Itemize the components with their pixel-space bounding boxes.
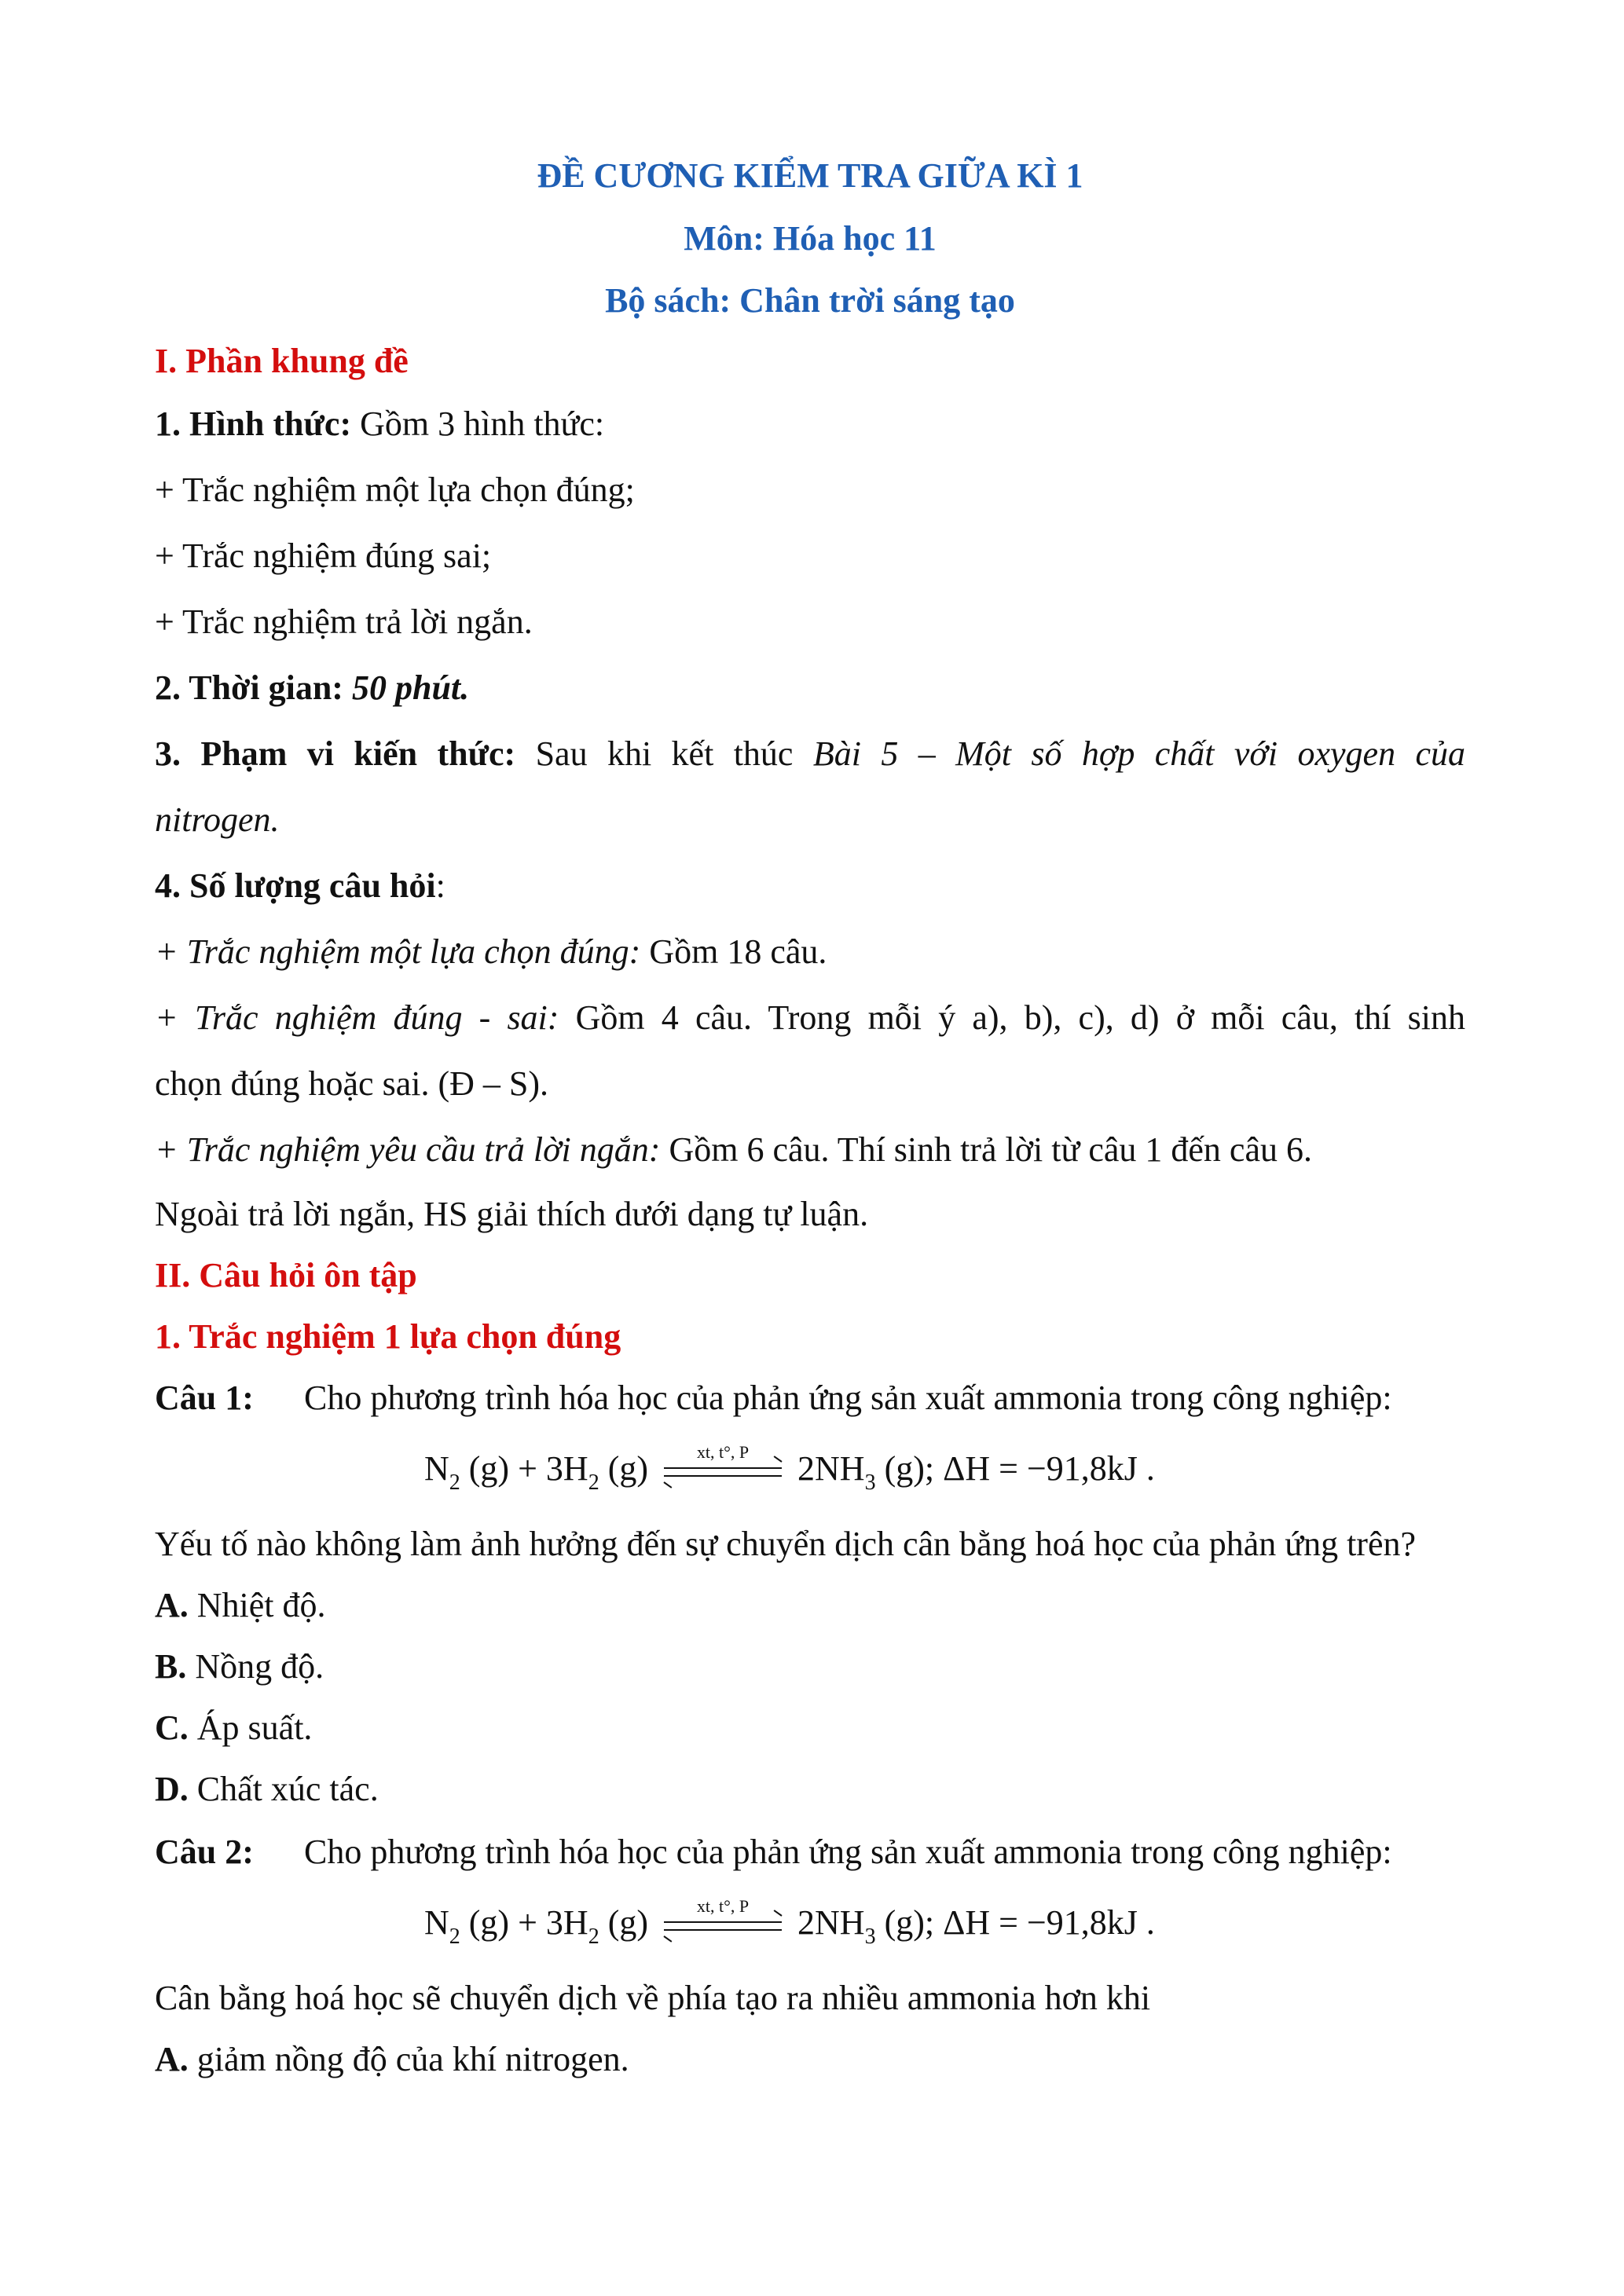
count-item-2-line2: chọn đúng hoặc sai. (Đ – S). [155, 1064, 549, 1103]
option-key: C. [155, 1708, 189, 1747]
option-key: A. [155, 2040, 189, 2078]
question-label: Câu 2: [155, 1833, 254, 1871]
option-text: giảm nồng độ của khí nitrogen. [188, 2040, 629, 2078]
chemical-equation: $N_2$ $(g) + 3H_2$ (g) xt, t°, P $2NH_3$ (g); ΔH = −91,8kJ . [424, 1441, 1155, 1495]
time-value: 50 phút. [351, 668, 470, 707]
time-label: 2. Thời gian: [155, 668, 343, 707]
option-key: B. [155, 1647, 187, 1686]
count-item-label: + Trắc nghiệm một lựa chọn đúng: [155, 932, 641, 971]
question-text: Cho phương trình hóa học của phản ứng sản xuất ammonia trong công nghiệp: [304, 1379, 1392, 1417]
count-item-3-line2: Ngoài trả lời ngắn, HS giải thích dưới dạng tự luận. [155, 1195, 869, 1233]
scope-label: 3. Phạm vi kiến thức: [155, 734, 516, 773]
option-text: Nồng độ. [186, 1647, 324, 1686]
answer-option [155, 1767, 1465, 1811]
answer-option [155, 1584, 1465, 1628]
equilibrium-arrow-icon: xt, t°, P [656, 1910, 790, 1942]
chemical-equation: $N_2$ $(g) + 3H_2$ (g) xt, t°, P $2NH_3$ (g); ΔH = −91,8kJ . [424, 1895, 1155, 1949]
count-item-3 [155, 1128, 1465, 1172]
question-text: Cho phương trình hóa học của phản ứng sản xuất ammonia trong công nghiệp: [304, 1833, 1392, 1871]
document-subject: Môn: Hóa học 11 [684, 219, 937, 258]
form-label: 1. Hình thức: [155, 405, 352, 443]
form-item: + Trắc nghiệm một lựa chọn đúng; [155, 471, 635, 509]
count-item-label: + Trắc nghiệm đúng - sai: [155, 998, 559, 1037]
count-item-text: Gồm 18 câu. [640, 932, 827, 971]
answer-option [155, 1645, 1465, 1689]
time-line [155, 666, 1465, 710]
section-heading-part2: II. Câu hỏi ôn tập [155, 1256, 417, 1294]
question-prompt: Cân bằng hoá học sẽ chuyển dịch về phía tạo ra nhiều ammonia hơn khi [155, 1979, 1151, 2017]
count-colon: : [435, 866, 445, 905]
scope-line-2: nitrogen. [155, 800, 280, 839]
question-prompt: Yếu tố nào không làm ảnh hưởng đến sự chuyển dịch cân bằng hoá học của phản ứng trên? [155, 1525, 1417, 1563]
form-item: + Trắc nghiệm trả lời ngắn. [155, 602, 533, 641]
scope-text: Sau khi kết thúc [535, 734, 794, 773]
count-label: 4. Số lượng câu hỏi [155, 866, 436, 905]
count-item-2 [155, 996, 1465, 1040]
form-line [155, 402, 1465, 446]
question-label: Câu 1: [155, 1379, 254, 1417]
document-title: ĐỀ CƯƠNG KIỂM TRA GIỮA KÌ 1 [537, 156, 1083, 195]
count-heading [155, 864, 1465, 908]
count-item-1 [155, 930, 1465, 974]
answer-option [155, 1706, 1465, 1750]
option-text: Áp suất. [188, 1708, 313, 1747]
option-key: D. [155, 1770, 189, 1808]
form-text: Gồm 3 hình thức: [351, 405, 605, 443]
form-item: + Trắc nghiệm đúng sai; [155, 536, 492, 575]
section-heading-part1: I. Phần khung đề [155, 342, 409, 380]
answer-option [155, 2038, 1465, 2082]
question-2 [155, 1830, 1465, 1874]
scope-italic: Bài 5 – Một số hợp chất với oxygen của [812, 734, 1465, 773]
count-item-label: + Trắc nghiệm yêu cầu trả lời ngắn: [155, 1130, 661, 1169]
count-item-text: Gồm 4 câu. Trong mỗi ý a), b), c), d) ở mỗi câu, thí sinh [559, 998, 1466, 1037]
option-text: Nhiệt độ. [188, 1586, 326, 1624]
document-book: Bộ sách: Chân trời sáng tạo [605, 281, 1015, 320]
scope-line [155, 732, 1465, 776]
question-1 [155, 1376, 1465, 1420]
equilibrium-arrow-icon: xt, t°, P [656, 1456, 790, 1488]
subsection-heading: 1. Trắc nghiệm 1 lựa chọn đúng [155, 1317, 621, 1356]
option-key: A. [155, 1586, 189, 1624]
count-item-text: Gồm 6 câu. Thí sinh trả lời từ câu 1 đến câu 6. [660, 1130, 1312, 1169]
option-text: Chất xúc tác. [188, 1770, 379, 1808]
